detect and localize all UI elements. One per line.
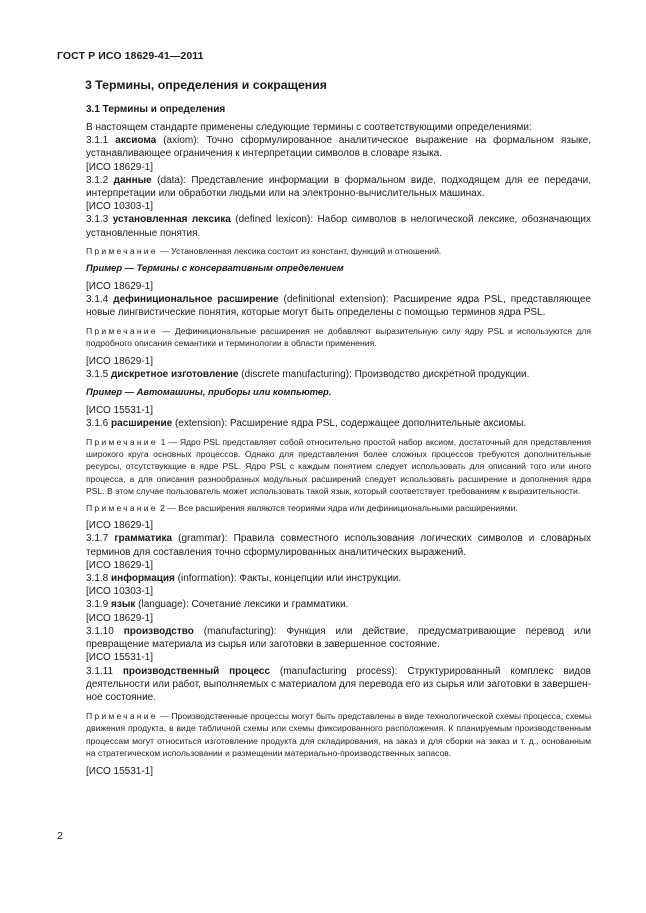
term-number: 3.1.8 [86, 573, 109, 585]
term-definition: (axiom): Точно сформулированное аналитическое выражение на формальном языке, устанавливающее ограничения к интерпретации символов в словаре языка. [86, 135, 591, 160]
term-reference: [ИСО 18629-1] [86, 612, 154, 624]
page-number: 2 [57, 830, 63, 842]
term-definition: (manufacturing process): Структурированный комплекс видов деятельности или работ, выполняемых с материалом для перевода его из сырья или заготовки в завершенное состояние. [86, 665, 591, 703]
page-content [86, 78, 591, 778]
term-number: 3.1.5 [86, 368, 109, 380]
term-definition: (manufacturing): Функция или действие, предусматривающие перевод или превращение материала из сырья или заготовки в завершенное состояние. [86, 625, 591, 651]
term-entry-manufacturing [86, 625, 591, 651]
note-label: Примечание [86, 326, 158, 337]
term-reference: [ИСО 18629-1] [86, 559, 154, 571]
term-definition: (extension): Расширение ядра PSL, содержащее дополнительные аксиомы. [172, 417, 527, 429]
term-definition: (language): Сочетание лексики и грамматики. [135, 599, 349, 611]
note-text: 1 — Ядро PSL представляет собой относительно простой набор аксиом, достаточный для представления широкого круга основных процессов. Однако для представления более сложных процессов требуются дополнительные ресурсы, отсутствующие в ядре PSL. Ядро PSL с каждым понятием следует использовать для описаний того или иного процесса, а для описания разнообразных модульных расширений следует использовать расширение и дополнения ядра PSL. В этом случае пользователь может использовать такой язык, который соответствует требованиям к выразительности. [86, 437, 591, 496]
term-entry-manufacturing-process [86, 665, 591, 705]
document-code-header: ГОСТ Р ИСО 18629-41—2011 [57, 50, 204, 62]
term-name: производство [123, 625, 194, 637]
intro-paragraph: В настоящем стандарте применены следующие термины с соответствующими определениями: [86, 122, 532, 133]
term-definition: (definitional extension): Расширение ядра PSL, представляющее новые лингвистические понятия, которые могут быть определены с помощью терминов ядра PSL. [86, 293, 591, 319]
term-name: информация [111, 573, 175, 585]
term-example: Пример — Автомашины, приборы или компьютер. [86, 386, 332, 398]
term-reference: [ИСО 18629-1] [86, 280, 154, 292]
section-title: 3 Термины, определения и сокращения [85, 78, 327, 92]
term-note [86, 710, 591, 759]
term-name: язык [111, 599, 136, 611]
note-text: — Производственные процессы могут быть представлены в виде технологической схемы процесса, схемы движения продукта, в виде табличной схемы или схемы фиксированного расположения. К планируемым производственным процессам могут относиться изготовление продукта для складирования, на заказ и для сборки на заказ и т. д., основанным на стратегическом использовании и размещении материально-производственных запасов. [86, 711, 592, 758]
note-text: — Установленная лексика состоит из констант, функций и отношений. [160, 245, 442, 256]
term-number: 3.1.4 [86, 293, 109, 305]
term-reference: [ИСО 15531-1] [86, 765, 154, 777]
term-number: 3.1.2 [86, 174, 109, 186]
term-note [86, 325, 591, 349]
term-reference: [ИСО 18629-1] [86, 520, 154, 532]
note-text: — Дефинициональные расширения не добавляют выразительную силу ядру PSL и используются для подробного описания семантики и терминологии в области применения. [86, 326, 591, 349]
term-name: грамматика [114, 533, 173, 545]
term-entry-language [86, 598, 591, 611]
term-name: установленная лексика [112, 214, 231, 226]
term-definition: (grammar): Правила совместного использования логических символов и словарных терминов для составления точно сформулированных аналитических выражений. [86, 533, 592, 558]
term-number: 3.1.3 [86, 214, 109, 226]
note-label: Примечание [86, 245, 158, 256]
term-entry-axiom [86, 134, 591, 160]
term-example: Пример — Термины с консервативным определением [86, 262, 344, 274]
term-name: расширение [111, 417, 173, 429]
term-note-2 [86, 502, 591, 514]
term-reference: [ИСО 18629-1] [86, 355, 154, 367]
term-entry-discrete-manufacturing [86, 368, 591, 381]
term-reference: [ИСО 15531-1] [86, 652, 154, 664]
term-number: 3.1.1 [86, 135, 109, 147]
subsection-title: 3.1 Термины и определения [86, 104, 226, 115]
term-entry-information [86, 572, 591, 585]
term-definition: (data): Представление информации в формальном виде, подходящем для ее передачи, интерпретации или обработки людьми или на электронно-вычислительных машинах. [86, 174, 591, 200]
term-definition: (information): Факты, концепции или инструкции. [174, 573, 402, 585]
term-name: дефинициональное расширение [113, 293, 279, 305]
term-reference: [ИСО 15531-1] [86, 404, 154, 416]
term-number: 3.1.7 [86, 533, 109, 545]
term-number: 3.1.9 [86, 599, 109, 611]
term-entry-definitional-extension [86, 293, 591, 319]
term-entry-defined-lexicon [86, 213, 591, 239]
term-note [86, 245, 591, 257]
term-reference: [ИСО 10303-1] [86, 201, 154, 213]
term-name: дискретное изготовление [111, 368, 239, 380]
term-definition: (defined lexicon): Набор символов в нелогической лексике, обозначающих установленные понятия. [86, 214, 592, 239]
term-definition: (discrete manufacturing): Производство дискретной продукции. [238, 368, 530, 380]
note-text: 2 — Все расширения являются теориями ядра или дефинициональными расширениями. [160, 503, 518, 514]
term-name: данные [113, 174, 152, 186]
note-label: Примечание [86, 503, 158, 514]
note-label: Примечание [86, 711, 158, 722]
term-name: производственный процесс [122, 665, 271, 677]
term-reference: [ИСО 10303-1] [86, 586, 154, 598]
term-reference: [ИСО 18629-1] [86, 161, 154, 173]
term-entry-data [86, 174, 591, 200]
term-number: 3.1.11 [86, 665, 114, 677]
term-name: аксиома [115, 135, 157, 147]
term-note-1 [86, 436, 591, 497]
note-label: Примечание [86, 437, 158, 448]
term-entry-extension [86, 417, 591, 430]
term-entry-grammar [86, 532, 591, 558]
term-number: 3.1.6 [86, 417, 109, 429]
term-number: 3.1.10 [86, 625, 114, 637]
